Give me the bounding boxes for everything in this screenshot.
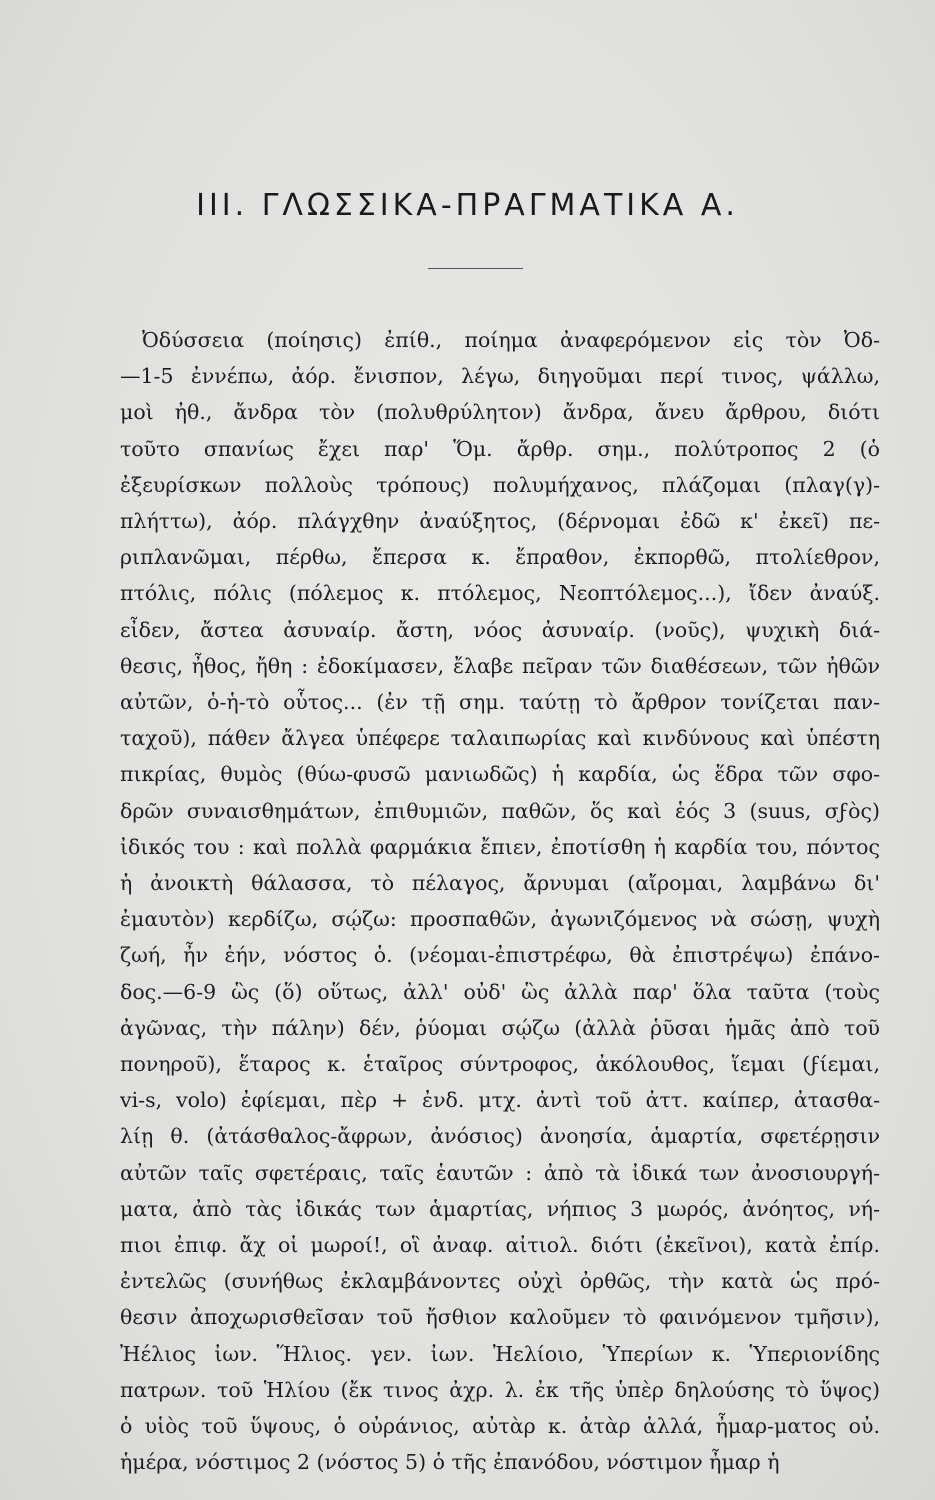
- text-line: αὐτῶν ταῖς σφετέραις, ταῖς ἑαυτῶν : ἀπὸ τὰ ἰδικά των ἀνοσιουργή-: [120, 1160, 880, 1185]
- text-line: ἐμαυτὸν) κερδίζω, σῴζω: προσπαθῶν, ἀγωνιζόμενος νὰ σώσῃ, ψυχὴ: [120, 907, 880, 932]
- text-line: δρῶν συναισθημάτων, ἐπιθυμιῶν, παθῶν, ὅς καὶ ἑός 3 (suus, σϝὸς): [120, 798, 880, 823]
- text-line: ἡμέρα, νόστιμος 2 (νόστος 5) ὁ τῆς ἐπανόδου, νόστιμον ἦμαρ ἡ: [120, 1450, 780, 1475]
- text-line: Ὀδύσσεια (ποίησις) ἐπίθ., ποίημα ἀναφερόμενον εἰς τὸν Ὀδ-: [142, 328, 880, 352]
- heading-divider: [428, 268, 523, 269]
- text-line: ἰδικός του : καὶ πολλὰ φαρμάκια ἔπιεν, ἐποτίσθη ἡ καρδία του, πόντος: [120, 834, 880, 859]
- text-line: ὁ υἱὸς τοῦ ὕψους, ὁ οὐράνιος, αὐτὰρ κ. ἀτὰρ ἀλλά, ἦμαρ-ματος οὐ.: [120, 1414, 880, 1439]
- text-line: τοῦτο σπανίως ἔχει παρ' Ὅμ. ἄρθρ. σημ., πολύτροπος 2 (ὁ: [120, 436, 880, 461]
- text-line: μοὶ ἠθ., ἄνδρα τὸν (πολυθρύλητον) ἄνδρα, ἄνευ ἄρθρου, διότι: [120, 400, 880, 425]
- text-line: ἐντελῶς (συνήθως ἐκλαμβάνοντες οὐχὶ ὀρθῶς, τὴν κατὰ ὡς πρό-: [120, 1269, 880, 1294]
- text-line: θεσις, ἦθος, ἤθη : ἐδοκίμασεν, ἔλαβε πεῖραν τῶν διαθέσεων, τῶν ἠθῶν: [120, 653, 880, 678]
- text-line: λίῃ θ. (ἀτάσθαλος-ἄφρων, ἀνόσιος) ἀνοησία, ἁμαρτία, σφετέρῃσιν: [120, 1124, 880, 1149]
- text-line: ζωή, ἦν ἑήν, νόστος ὁ. (νέομαι-ἐπιστρέφω, θὰ ἐπιστρέψω) ἐπάνο-: [120, 943, 880, 968]
- text-line: πτόλις, πόλις (πόλεμος κ. πτόλεμος, Νεοπτόλεμος...), ἴδεν ἀναύξ.: [120, 581, 880, 606]
- text-line: ἀγῶνας, τὴν πάλην) δέν, ῥύομαι σῴζω (ἀλλὰ ῥῦσαι ἡμᾶς ἀπὸ τοῦ: [120, 1015, 880, 1040]
- text-line: πατρων. τοῦ Ἡλίου (ἔκ τινος ἀχρ. λ. ἐκ τῆς ὑπὲρ δηλούσης τὸ ὕψος): [120, 1377, 880, 1402]
- text-line: vi-s, volo) ἐφίεμαι, πὲρ + ἐνδ. μτχ. ἀντὶ τοῦ ἀττ. καίπερ, ἀτασθα-: [120, 1088, 880, 1113]
- glossary-text: [120, 322, 880, 1481]
- text-line: —1-5 ἐννέπω, ἀόρ. ἔνισπον, λέγω, διηγοῦμαι περί τινος, ψάλλω,: [120, 364, 880, 389]
- text-line: ριπλανῶμαι, πέρθω, ἔπερσα κ. ἔπραθον, ἐκπορθῶ, πτολίεθρον,: [120, 545, 880, 570]
- text-line: πονηροῦ), ἕταρος κ. ἑταῖρος σύντροφος, ἀκόλουθος, ἵεμαι (ϝίεμαι,: [120, 1052, 880, 1077]
- text-line: Ἠέλιος ἰων. Ἥλιος. γεν. ἰων. Ἠελίοιο, Ὑπερίων κ. Ὑπεριονίδης: [120, 1341, 880, 1366]
- text-line: θεσιν ἀποχωρισθεῖσαν τοῦ ἤσθιον καλοῦμεν τὸ φαινόμενον τμῆσιν),: [120, 1305, 880, 1330]
- text-line: ματα, ἀπὸ τὰς ἰδικάς των ἁμαρτίας, νήπιος 3 μωρός, ἀνόητος, νή-: [120, 1196, 880, 1221]
- text-line: δος.—6-9 ὣς (ὅ) οὕτως, ἀλλ' οὐδ' ὣς ἀλλὰ παρ' ὅλα ταῦτα (τοὺς: [120, 979, 880, 1004]
- text-line: ἡ ἀνοικτὴ θάλασσα, τὸ πέλαγος, ἄρνυμαι (αἴρομαι, λαμβάνω δι': [120, 871, 880, 896]
- text-line: ταχοῦ), πάθεν ἄλγεα ὑπέφερε ταλαιπωρίας καὶ κινδύνους καὶ ὑπέστη: [120, 726, 880, 751]
- text-line: εἶδεν, ἄστεα ἀσυναίρ. ἄστη, νόος ἀσυναίρ. (νοῦς), ψυχικὴ διά-: [120, 617, 880, 642]
- text-line: ἐξευρίσκων πολλοὺς τρόπους) πολυμήχανος, πλάζομαι (πλαγ(γ)-: [120, 472, 880, 497]
- text-line: πικρίας, θυμὸς (θύω-φυσῶ μανιωδῶς) ἡ καρδία, ὡς ἕδρα τῶν σφο-: [120, 762, 880, 787]
- text-line: πλήττω), ἀόρ. πλάγχθην ἀναύξητος, (δέρνομαι ἐδῶ κ' ἐκεῖ) πε-: [120, 509, 880, 534]
- page-heading: III. ΓΛΩΣΣΙΚΑ-ΠΡΑΓΜΑΤΙΚΑ Α.: [196, 188, 739, 223]
- text-line: αὐτῶν, ὁ-ἡ-τὸ οὗτος... (ἐν τῇ σημ. ταύτῃ τὸ ἄρθρον τονίζεται παν-: [120, 690, 880, 715]
- text-line: πιοι ἐπιφ. ἄχ οἱ μωροί!, οἳ ἀναφ. αἰτιολ. διότι (ἐκεῖνοι), κατὰ ἐπίρ.: [120, 1233, 880, 1258]
